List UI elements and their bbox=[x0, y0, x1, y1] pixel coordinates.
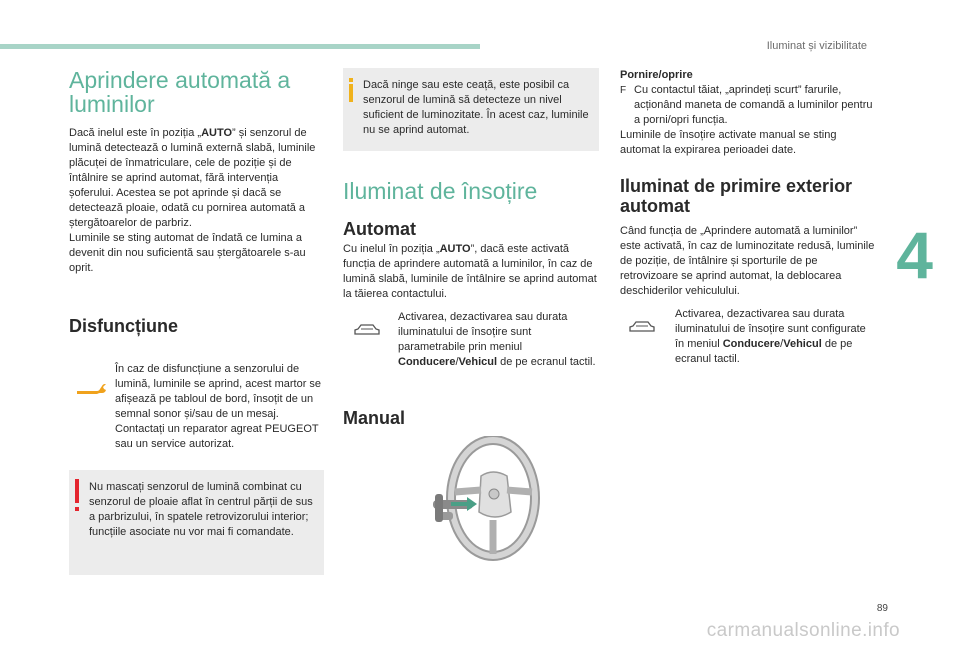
warning-note bbox=[69, 470, 324, 575]
welcome-title-line1: Iluminat de primire exterior bbox=[620, 176, 853, 196]
column-middle bbox=[343, 68, 599, 571]
text-run: ” și senzorul de lumină detectează o lumină externă slabă, luminile plăcuței de înmatriculare, cele de poziție și de întâlnire se aprind automat, fără intervenția șoferului. Acestea se pot aprinde și dacă se detectează ploaie, odată cu pornirea automată a ștergătoarelor de parbriz. bbox=[69, 127, 316, 229]
menu-conducere: Conducere bbox=[398, 356, 456, 368]
text-run: Cu inelul în poziția „ bbox=[343, 243, 440, 255]
section-title: Iluminat și vizibilitate bbox=[766, 40, 867, 52]
car-icon bbox=[628, 320, 656, 334]
info-icon bbox=[349, 84, 353, 102]
welcome-settings-block bbox=[620, 307, 875, 367]
automatic-title: Automat bbox=[343, 219, 416, 239]
on-off-paragraph: Luminile de însoțire activate manual se sting automat la expirarea perioadei date. bbox=[620, 129, 837, 156]
auto-keyword: AUTO bbox=[201, 127, 233, 139]
welcome-settings-text bbox=[675, 307, 875, 367]
on-off-title bbox=[620, 68, 875, 83]
auto-lighting-paragraph-2: Luminile se sting automat de îndată ce lumina a devenit din nou suficientă sau ștergătoarele s-au oprit. bbox=[69, 232, 306, 274]
malfunction-title: Disfuncțiune bbox=[69, 316, 179, 336]
text-run: de pe ecranul tactil. bbox=[497, 356, 596, 368]
info-note bbox=[343, 68, 599, 151]
automatic-settings-text bbox=[398, 310, 599, 370]
auto-lighting-title bbox=[69, 68, 324, 116]
malfunction-text-2: Contactați un reparator agreat PEUGEOT sau un service autorizat. bbox=[115, 423, 319, 450]
welcome-paragraph: Când funcția de „Aprindere automată a luminilor” este activată, în caz de luminozitate redusă, luminile de poziție, de întâlnire și sporturile de pe retrovizoare se aprind automat, la deblocarea deschiderilor vehiculului. bbox=[620, 225, 875, 297]
welcome-title-line2: automat bbox=[620, 196, 691, 216]
auto-keyword: AUTO bbox=[439, 243, 471, 255]
column-left bbox=[69, 68, 324, 575]
auto-lighting-title-line2: luminilor bbox=[69, 91, 155, 117]
watermark: carmanualsonline.info bbox=[706, 620, 900, 641]
info-note-text: Dacă ninge sau este ceață, este posibil ca senzorul de lumină să detecteze un nivel suficient de luminozitate. În acest caz, luminile nu se aprind automat. bbox=[363, 79, 589, 136]
automatic-settings-block bbox=[343, 310, 599, 370]
malfunction-block bbox=[69, 362, 324, 452]
malfunction-text-1: În caz de disfuncțiune a senzorului de lumină, luminile se aprind, acest martor se afișează pe tabloul de bord, însoțit de un semnal sonor și/sau de un mesaj. bbox=[115, 363, 322, 420]
menu-vehicul: Vehicul bbox=[783, 338, 822, 350]
menu-vehicul: Vehicul bbox=[458, 356, 498, 368]
warning-icon bbox=[75, 479, 79, 503]
text-run: ”, dacă este activată funcția de aprindere automată a luminilor, în caz de lumină slabă, luminile de întâlnire se aprind automat la tăierea contactului. bbox=[343, 243, 597, 300]
automatic-paragraph bbox=[343, 242, 599, 302]
page-number: 89 bbox=[876, 603, 888, 614]
car-icon bbox=[353, 323, 381, 337]
warning-note-text: Nu mascați senzorul de lumină combinat cu senzorul de ploaie aflat în centrul părții de sus a parbrizului, în spatele retrovizorului interior; funcțiile asociate nu vor mai fi comandate. bbox=[89, 481, 313, 538]
welcome-title bbox=[620, 176, 875, 216]
on-off-bullet-item bbox=[620, 83, 875, 128]
menu-conducere: Conducere bbox=[722, 338, 781, 350]
steering-wheel-illustration bbox=[411, 436, 543, 566]
header-bar bbox=[0, 44, 480, 49]
auto-lighting-paragraph-1 bbox=[69, 126, 324, 231]
on-off-bullet-text: Cu contactul tăiat, „aprindeți scurt” farurile, acționând maneta de comandă a luminilor pentru a porni/opri funcția. bbox=[634, 84, 873, 126]
menu-separator: / bbox=[455, 356, 459, 368]
menu-separator: / bbox=[780, 338, 784, 350]
text-run: de pe ecranul tactil. bbox=[675, 338, 853, 365]
chapter-number: 4 bbox=[896, 218, 933, 292]
auto-lighting-title-line1: Aprindere automată a bbox=[69, 67, 291, 93]
text-run: Dacă inelul este în poziția „ bbox=[69, 127, 202, 139]
follow-me-title: Iluminat de însoțire bbox=[343, 178, 538, 204]
manual-title: Manual bbox=[343, 408, 406, 428]
text-run: Activarea, dezactivarea sau durata iluminatului de însoțire sunt parametrabile prin meniul bbox=[398, 311, 568, 353]
bullet-icon: F bbox=[620, 85, 627, 96]
wrench-icon bbox=[75, 382, 107, 396]
on-off-title-text: Pornire/oprire bbox=[620, 69, 693, 81]
column-right bbox=[620, 68, 875, 367]
text-run: Activarea, dezactivarea sau durata iluminatului de însoțire sunt configurate în meniul bbox=[675, 308, 866, 350]
